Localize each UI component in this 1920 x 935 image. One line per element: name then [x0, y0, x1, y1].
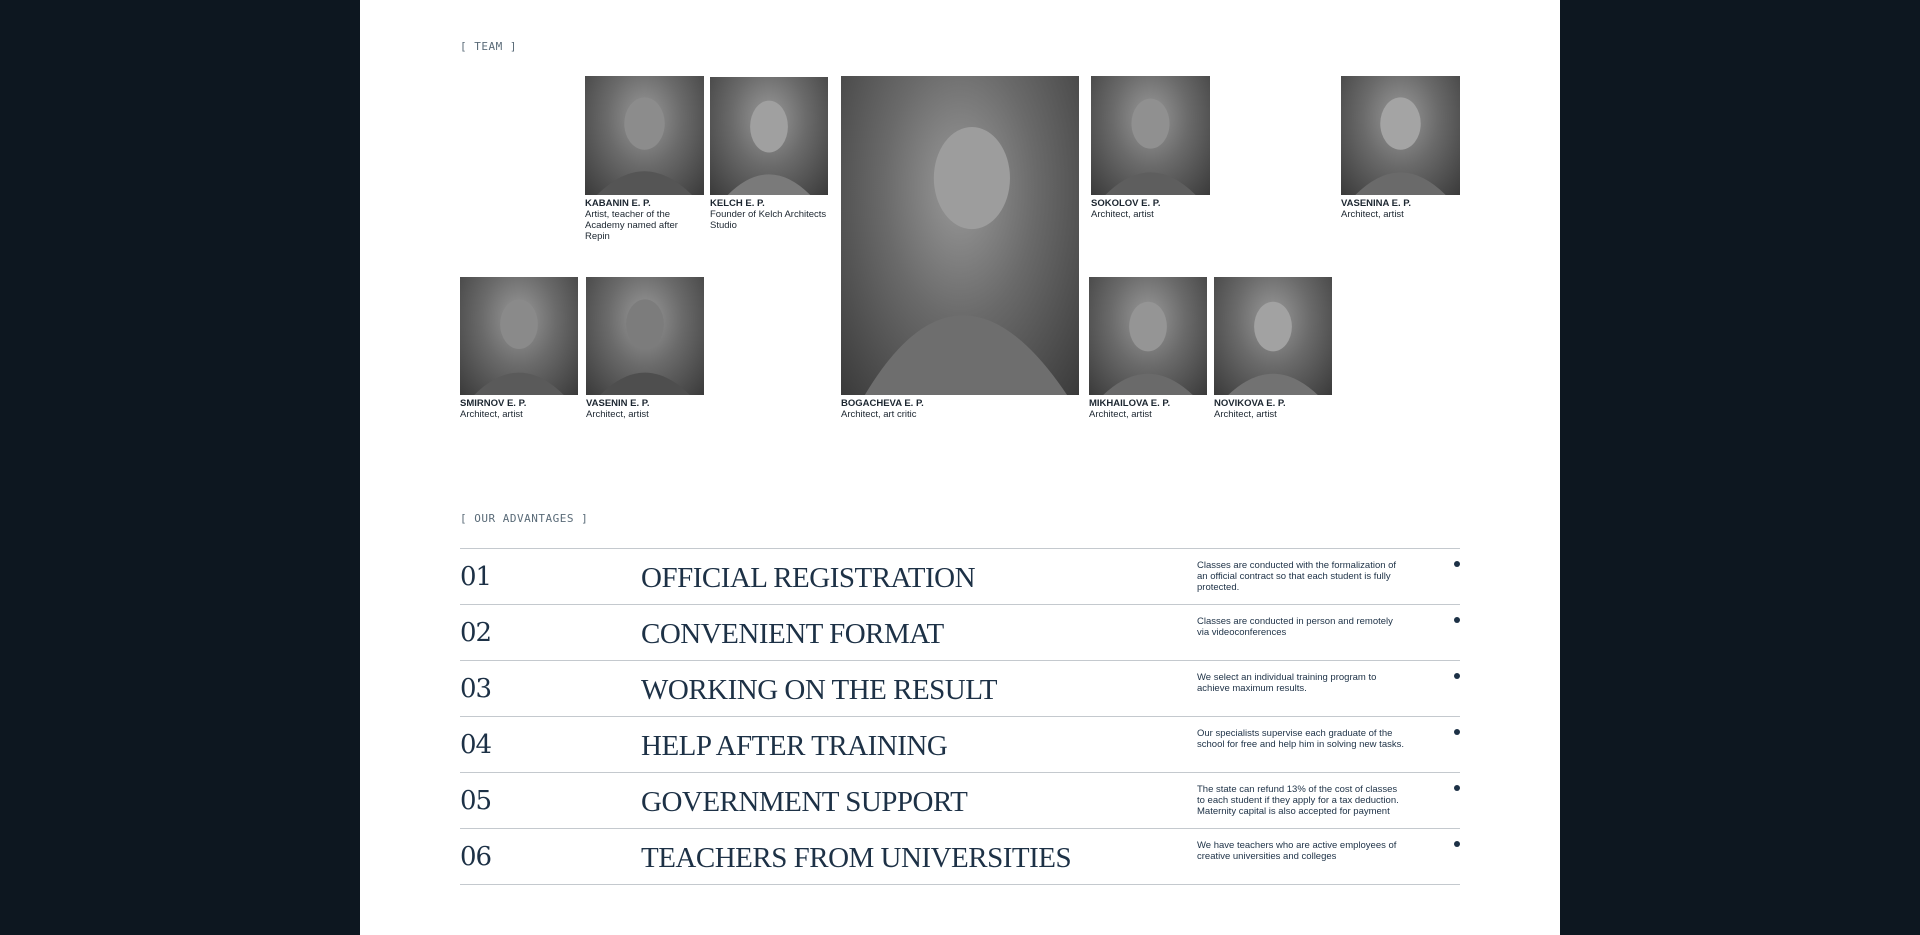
advantage-description: We have teachers who are active employees of creative universities and colleges: [1197, 840, 1397, 862]
advantage-title: OFFICIAL REGISTRATION: [641, 562, 976, 594]
member-name: VASENINA E. P.: [1341, 198, 1412, 209]
team-member-card[interactable]: [710, 77, 828, 231]
page: [360, 0, 1560, 935]
advantage-title: WORKING ON THE RESULT: [641, 674, 998, 706]
member-name: BOGACHEVA E. P.: [841, 398, 924, 409]
member-name: SOKOLOV E. P.: [1091, 198, 1161, 209]
advantage-number: 01: [460, 562, 492, 592]
advantage-title: CONVENIENT FORMAT: [641, 618, 944, 650]
expand-dot-icon[interactable]: [1454, 561, 1460, 567]
member-photo: [841, 76, 1079, 395]
member-name: KABANIN E. P.: [585, 198, 651, 209]
member-role: Architect, artist: [1091, 209, 1154, 220]
advantage-description: Classes are conducted with the formalization of an official contract so that each student is fully protected.: [1197, 560, 1397, 593]
member-name: MIKHAILOVA E. P.: [1089, 398, 1171, 409]
member-photo: [1089, 277, 1207, 395]
advantage-description: Classes are conducted in person and remotely via videoconferences: [1197, 616, 1393, 638]
team-member-card[interactable]: [460, 277, 578, 420]
advantage-number: 06: [460, 842, 492, 872]
expand-dot-icon[interactable]: [1454, 617, 1460, 623]
advantage-description: The state can refund 13% of the cost of classes to each student if they apply for a tax deduction. Maternity capital is also accepted for payment: [1197, 784, 1399, 817]
member-photo: [460, 277, 578, 395]
advantage-number: 02: [460, 618, 492, 648]
member-name: VASENIN E. P.: [586, 398, 650, 409]
advantage-row[interactable]: [460, 661, 1460, 717]
team-member-card[interactable]: [1214, 277, 1332, 420]
advantage-number: 03: [460, 674, 492, 704]
advantage-row[interactable]: [460, 773, 1460, 829]
advantage-row[interactable]: [460, 549, 1460, 605]
advantage-row[interactable]: [460, 605, 1460, 661]
member-name: NOVIKOVA E. P.: [1214, 398, 1286, 409]
advantage-row[interactable]: [460, 717, 1460, 773]
member-photo: [1091, 76, 1210, 195]
expand-dot-icon[interactable]: [1454, 673, 1460, 679]
advantage-number: 05: [460, 786, 492, 816]
advantage-title: GOVERNMENT SUPPORT: [641, 786, 968, 818]
member-role: Founder of Kelch Architects Studio: [710, 209, 827, 231]
expand-dot-icon[interactable]: [1454, 729, 1460, 735]
team-member-card[interactable]: [841, 76, 1079, 420]
advantage-description: We select an individual training program to achieve maximum results.: [1197, 672, 1377, 694]
member-photo: [586, 277, 704, 395]
advantages-list: [460, 548, 1460, 885]
member-role: Architect, artist: [586, 409, 649, 420]
member-role: Architect, artist: [1214, 409, 1277, 420]
advantage-row[interactable]: [460, 829, 1460, 885]
advantage-title: HELP AFTER TRAINING: [641, 730, 948, 762]
advantages-section-label: [ OUR ADVANTAGES ]: [460, 512, 589, 525]
member-role: Artist, teacher of the Academy named after Repin: [585, 209, 678, 242]
team-member-card[interactable]: [585, 76, 704, 242]
member-role: Architect, artist: [460, 409, 523, 420]
advantage-title: TEACHERS FROM UNIVERSITIES: [641, 842, 1072, 874]
member-photo: [1214, 277, 1332, 395]
team-member-card[interactable]: [586, 277, 704, 420]
member-role: Architect, art critic: [841, 409, 917, 420]
member-photo: [585, 76, 704, 195]
team-member-card[interactable]: [1341, 76, 1460, 220]
expand-dot-icon[interactable]: [1454, 785, 1460, 791]
member-name: KELCH E. P.: [710, 198, 765, 209]
team-member-card[interactable]: [1089, 277, 1207, 420]
expand-dot-icon[interactable]: [1454, 841, 1460, 847]
team-member-card[interactable]: [1091, 76, 1210, 220]
member-photo: [710, 77, 828, 195]
member-role: Architect, artist: [1341, 209, 1404, 220]
member-photo: [1341, 76, 1460, 195]
member-role: Architect, artist: [1089, 409, 1152, 420]
advantage-number: 04: [460, 730, 492, 760]
team-section-label: [ TEAM ]: [460, 40, 517, 53]
advantage-description: Our specialists supervise each graduate of the school for free and help him in solving new tasks.: [1197, 728, 1404, 750]
member-name: SMIRNOV E. P.: [460, 398, 527, 409]
